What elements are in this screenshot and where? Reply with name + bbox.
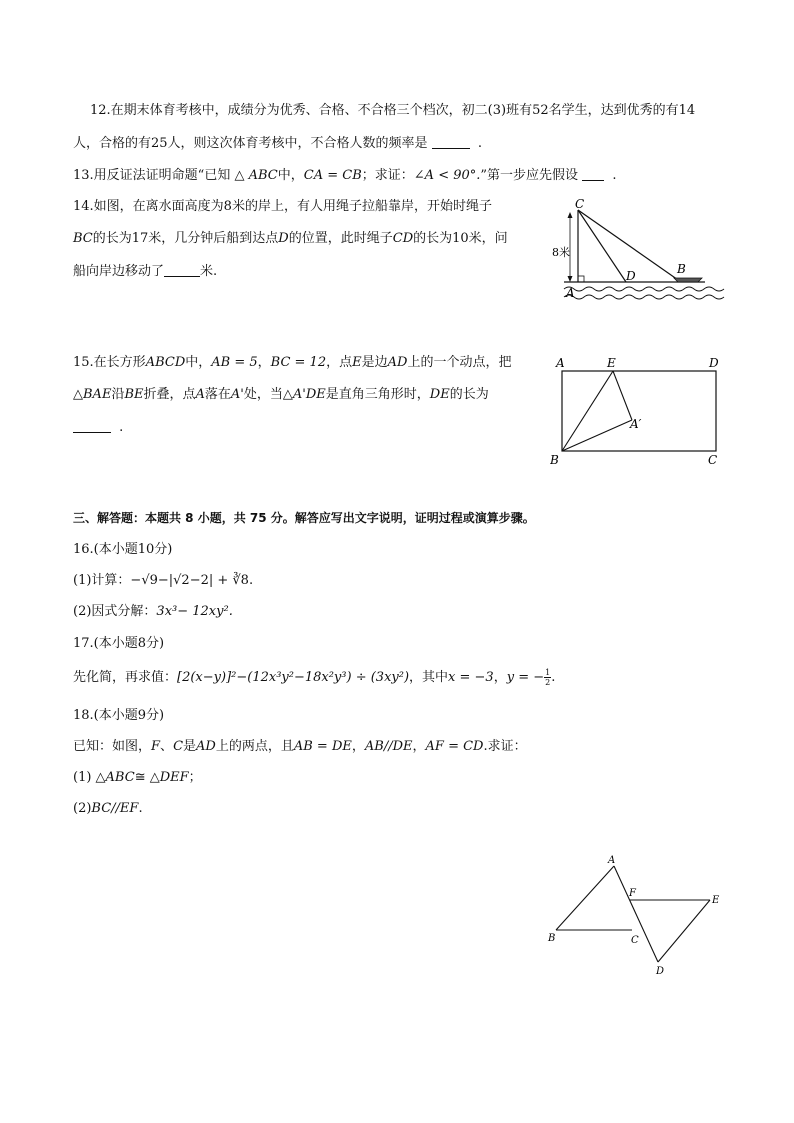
q18-f: F: [151, 739, 161, 754]
q18-part2: [73, 800, 143, 818]
q15-fig-e: E: [607, 356, 616, 370]
q18-t2: 、: [160, 739, 174, 754]
q14-line2: [73, 230, 508, 248]
q15-be: BE: [124, 387, 144, 402]
q18-fig-a: A: [608, 855, 616, 866]
q14-cd: CD: [392, 231, 414, 246]
q15-ad: AD: [387, 355, 408, 370]
q18-af-cd: AF = CD: [425, 739, 484, 754]
q12-end: .: [477, 136, 482, 151]
q17-comma: ，: [493, 670, 507, 685]
q15-a: A: [195, 387, 205, 402]
q18-p2-expr: BC//EF: [91, 801, 139, 816]
q18-figure: [540, 852, 730, 980]
q14-d: D: [278, 231, 289, 246]
q14-fig-label-c: C: [575, 197, 585, 211]
q12-answer-blank[interactable]: [432, 134, 470, 149]
q16-p2-label: (2)因式分解：: [73, 604, 157, 619]
q18-p1-a: (1) △: [73, 770, 106, 785]
q18-fig-e: E: [712, 895, 720, 906]
q15-tri: △: [73, 387, 83, 402]
q18-fig-b: B: [548, 933, 556, 944]
q16-part1: [73, 572, 253, 590]
q14-fig-label-a: A: [566, 286, 575, 300]
q18-p1-def: DEF: [159, 770, 189, 785]
q18-fig-c: C: [631, 935, 639, 946]
q15-t8: 折叠，点: [143, 387, 196, 402]
q18-p2-a: (2): [73, 801, 92, 816]
q17-body: [73, 668, 555, 687]
q16-part2: [73, 603, 233, 621]
q12-line1: 12.在期末体育考核中，成绩分为优秀、合格、不合格三个档次，初二(3)班有52名学生，达到优秀的有14: [90, 103, 696, 118]
q15-t6: 上的一个动点，把: [407, 355, 512, 370]
q17-frac-den: 2: [545, 678, 551, 687]
q15-t10: 处，当△: [243, 387, 293, 402]
q18-p2-end: .: [138, 801, 143, 816]
q16-title: 16.(本小题10分): [73, 542, 173, 557]
q14-figure: [550, 196, 725, 310]
q15-t1: 15.在长方形: [73, 355, 146, 370]
q16-p1-label: (1)计算：: [73, 573, 131, 588]
q17-frac-num: 1: [545, 668, 551, 677]
q17-end: .: [551, 670, 556, 685]
q18-part1: [73, 769, 202, 787]
q15-line1: [73, 354, 511, 372]
q18-t3: 是: [183, 739, 197, 754]
q17-text-a: 先化简，再求值：: [73, 670, 178, 685]
q15-fig-c: C: [708, 453, 718, 467]
section3-heading: 三、解答题：本题共 8 小题，共 75 分。解答应写出文字说明，证明过程或演算步骤。: [73, 511, 535, 525]
q14-bc: BC: [73, 231, 93, 246]
q18-ad: AD: [196, 739, 216, 754]
q13-abc: ABC: [248, 168, 278, 183]
q15-bae: BAE: [83, 387, 112, 402]
q15-t9: 落在: [204, 387, 231, 402]
q14-fig-label-d: D: [626, 269, 636, 283]
q16-p2-expr: 3x³− 12xy².: [156, 604, 233, 619]
q14-line2-text1: 的长为17米，几分钟后船到达点: [92, 231, 279, 246]
q17-text-b: ，其中: [409, 670, 449, 685]
q15-t7: 沿: [111, 387, 125, 402]
q15-t2: 中，: [185, 355, 212, 370]
q16-p1-expr: −√9−|√2−2| + ∛8.: [130, 573, 254, 588]
q15-t5: 是边: [361, 355, 388, 370]
q17-title: 17.(本小题8分): [73, 636, 165, 651]
q14-fig-label-b: B: [677, 262, 686, 276]
q18-p1-abc: ABC: [105, 770, 135, 785]
q18-t4: 上的两点，且: [215, 739, 294, 754]
q15-fig-d: D: [709, 356, 719, 370]
q15-ab: AB = 5: [211, 355, 258, 370]
q18-c: C: [173, 739, 184, 754]
q15-fig-a: A: [556, 356, 565, 370]
q18-t7: .求证：: [483, 739, 527, 754]
q15-figure: [550, 352, 725, 470]
q15-e: E: [352, 355, 362, 370]
q13-eq: CA = CB: [303, 168, 362, 183]
q15-abcd: ABCD: [145, 355, 186, 370]
q17-xval: x = −3: [448, 670, 494, 685]
q15-fig-b: B: [550, 453, 559, 467]
q15-line3: [73, 418, 123, 437]
q15-fig-ap: A′: [630, 417, 642, 431]
q18-p1-cong: ≅ △: [134, 770, 160, 785]
q18-t1: 已知：如图，: [73, 739, 152, 754]
q15-de: DE: [429, 387, 450, 402]
q12-line2-text: 人，合格的有25人，则这次体育考核中，不合格人数的频率是: [73, 136, 428, 151]
q14-unit: 米.: [200, 264, 218, 279]
q13-angle: ∠A < 90°.: [413, 168, 481, 183]
q13-suffix: ”第一步应先假设: [480, 168, 579, 183]
q15-ap: A': [230, 387, 244, 402]
q15-bc: BC = 12: [270, 355, 327, 370]
q18-fig-f: F: [629, 888, 636, 899]
q14-line1: 14.如图，在离水面高度为8米的岸上，有人用绳子拉船靠岸，开始时绳子: [73, 199, 492, 214]
q12-line2: [73, 134, 482, 153]
q13-end: .: [612, 168, 617, 183]
q18-line1: [73, 738, 527, 756]
q18-t5: ，: [351, 739, 365, 754]
q18-fig-d: D: [656, 966, 665, 977]
q14-line3: [73, 262, 217, 281]
q13-sep: ；求证：: [361, 168, 414, 183]
q14-line2-text2: 的位置，此时绳子: [288, 231, 393, 246]
q15-answer-blank[interactable]: [73, 418, 111, 433]
q17-expr: [2(x−y)]²−(12x³y²−18x²y³) ÷ (3xy²): [177, 670, 410, 685]
q15-t3: ，: [257, 355, 271, 370]
q15-t4: ，点: [326, 355, 353, 370]
q14-fig-height: 8米: [552, 246, 570, 259]
q15-apde: A'DE: [292, 387, 326, 402]
q15-t11: 是直角三角形时，: [325, 387, 430, 402]
q13-line: [73, 166, 616, 185]
q13-answer-blank[interactable]: [582, 166, 604, 181]
q15-line2: [73, 386, 489, 404]
q18-ab-de: AB = DE: [293, 739, 352, 754]
q14-answer-blank[interactable]: [164, 262, 200, 277]
q13-triangle: △: [234, 168, 245, 183]
q15-end: .: [119, 420, 124, 435]
q17-yval: y = −: [506, 670, 545, 685]
q18-p1-end: ；: [188, 770, 202, 785]
q18-t6: ，: [412, 739, 426, 754]
q18-title: 18.(本小题9分): [73, 708, 165, 723]
q15-t12: 的长为: [449, 387, 489, 402]
q13-mid: 中，: [277, 168, 304, 183]
q14-line2-text3: 的长为10米，问: [413, 231, 508, 246]
q13-prefix: 13.用反证法证明命题“已知: [73, 168, 231, 183]
q14-line3-text: 船向岸边移动了: [73, 264, 165, 279]
q18-ab-par-de: AB//DE: [364, 739, 413, 754]
